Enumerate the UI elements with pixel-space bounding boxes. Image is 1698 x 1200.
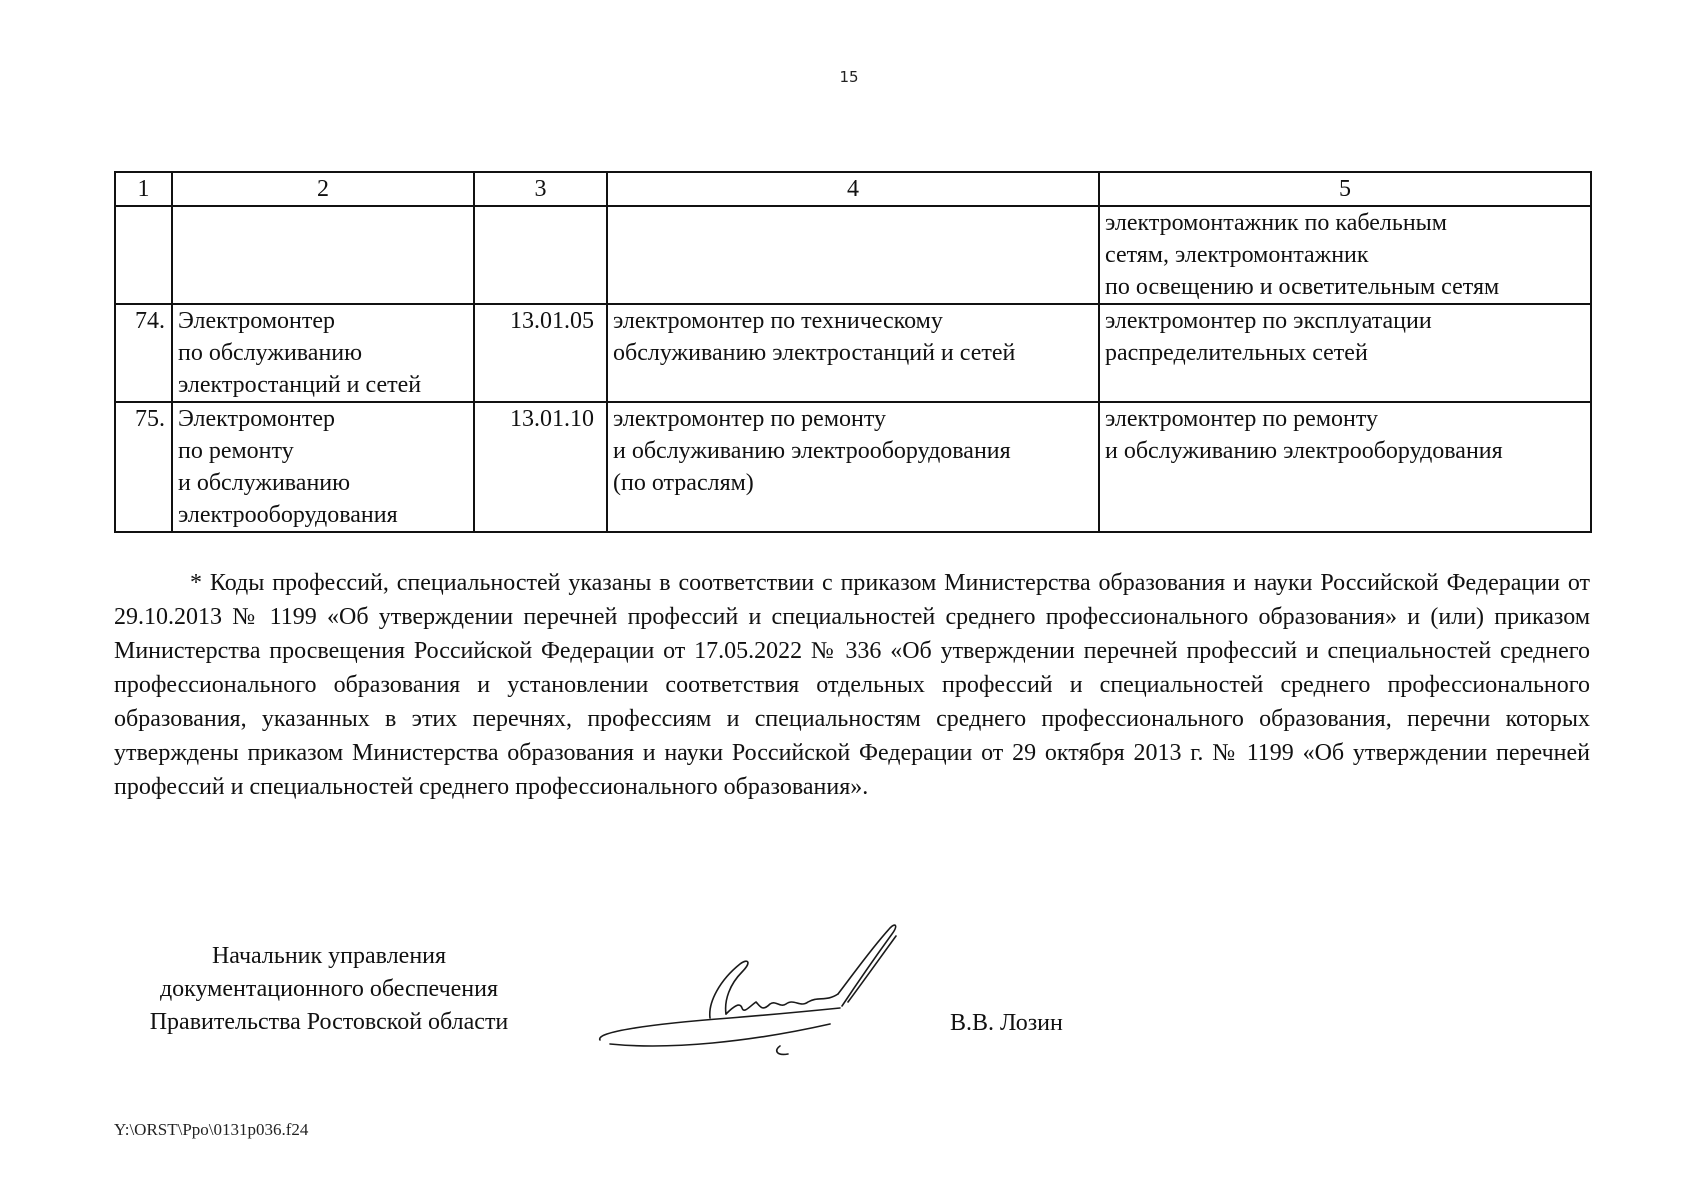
row-number: 75.	[115, 402, 172, 532]
position-line: документационного обеспечения	[159, 976, 499, 1002]
profession-cell	[172, 402, 474, 532]
header-cell-3: 3	[474, 172, 607, 206]
related-profession-cell	[1099, 402, 1591, 532]
cell-line: электромонтер по ремонту	[1105, 406, 1379, 432]
header-cell-5: 5	[1099, 172, 1591, 206]
specialty-cell	[607, 304, 1099, 402]
footnote: * Коды профессий, специальностей указаны в соответствии с приказом Министерства образования и науки Российской Федерации от 29.10.2013 № 1199 «Об утверждении перечней профессий и специальностей среднего профессионального образования» и (или) приказом Министерства просвещения Российской Федерации от 17.05.2022 № 336 «Об утверждении перечней профессий и специальностей среднего профессионального образования и установлении соответствия отдельных профессий и специальностей среднего профессионального образования, указанных в этих перечнях, профессиям и специальностям среднего профессионального образования, перечни которых утверждены приказом Министерства образования и науки Российской Федерации от 29 октября 2013 г. № 1199 «Об утверждении перечней профессий и специальностей среднего профессионального образования».	[114, 570, 1590, 800]
header-cell-2: 2	[172, 172, 474, 206]
cell-line: электромонтер по эксплуатации	[1105, 308, 1432, 334]
cell-line: и обслуживанию электрооборудования	[613, 438, 1011, 464]
header-cell-1: 1	[115, 172, 172, 206]
specialty-cell	[607, 206, 1099, 304]
cell-line: электростанций и сетей	[178, 372, 422, 398]
file-path: Y:\ORST\Ppo\0131p036.f24	[114, 1120, 309, 1139]
table-row	[115, 304, 1591, 402]
cell-line: сетям, электромонтажник	[1105, 242, 1369, 268]
professions-table	[114, 171, 1592, 533]
cell-line: по освещению и осветительным сетям	[1105, 274, 1500, 300]
handwritten-signature	[590, 910, 920, 1060]
cell-line: электрооборудования	[178, 502, 398, 528]
table-header-row	[115, 172, 1591, 206]
cell-line: по ремонту	[178, 438, 294, 464]
cell-line: Электромонтер	[178, 406, 335, 432]
cell-line: распределительных сетей	[1105, 340, 1368, 366]
signatory-position	[114, 940, 544, 1039]
cell-line: и обслуживанию	[178, 470, 351, 496]
row-number	[115, 206, 172, 304]
signatory-name: В.В. Лозин	[950, 1010, 1063, 1036]
table-row	[115, 402, 1591, 532]
position-line: Начальник управления	[211, 943, 447, 969]
specialty-cell	[607, 402, 1099, 532]
profession-cell	[172, 304, 474, 402]
page-number: 15	[839, 68, 859, 86]
position-line: Правительства Ростовской области	[149, 1009, 509, 1035]
profession-cell	[172, 206, 474, 304]
cell-line: по обслуживанию	[178, 340, 363, 366]
header-cell-4: 4	[607, 172, 1099, 206]
cell-line: электромонтер по ремонту	[613, 406, 887, 432]
table-row	[115, 206, 1591, 304]
cell-line: (по отраслям)	[613, 470, 754, 496]
related-profession-cell	[1099, 304, 1591, 402]
cell-line: обслуживанию электростанций и сетей	[613, 340, 1016, 366]
cell-line: и обслуживанию электрооборудования	[1105, 438, 1503, 464]
cell-line: электромонтажник по кабельным	[1105, 210, 1447, 236]
row-number: 74.	[115, 304, 172, 402]
code-cell	[474, 206, 607, 304]
code-cell: 13.01.10	[474, 402, 607, 532]
cell-line: Электромонтер	[178, 308, 335, 334]
code-cell: 13.01.05	[474, 304, 607, 402]
cell-line: электромонтер по техническому	[613, 308, 943, 334]
related-profession-cell	[1099, 206, 1591, 304]
